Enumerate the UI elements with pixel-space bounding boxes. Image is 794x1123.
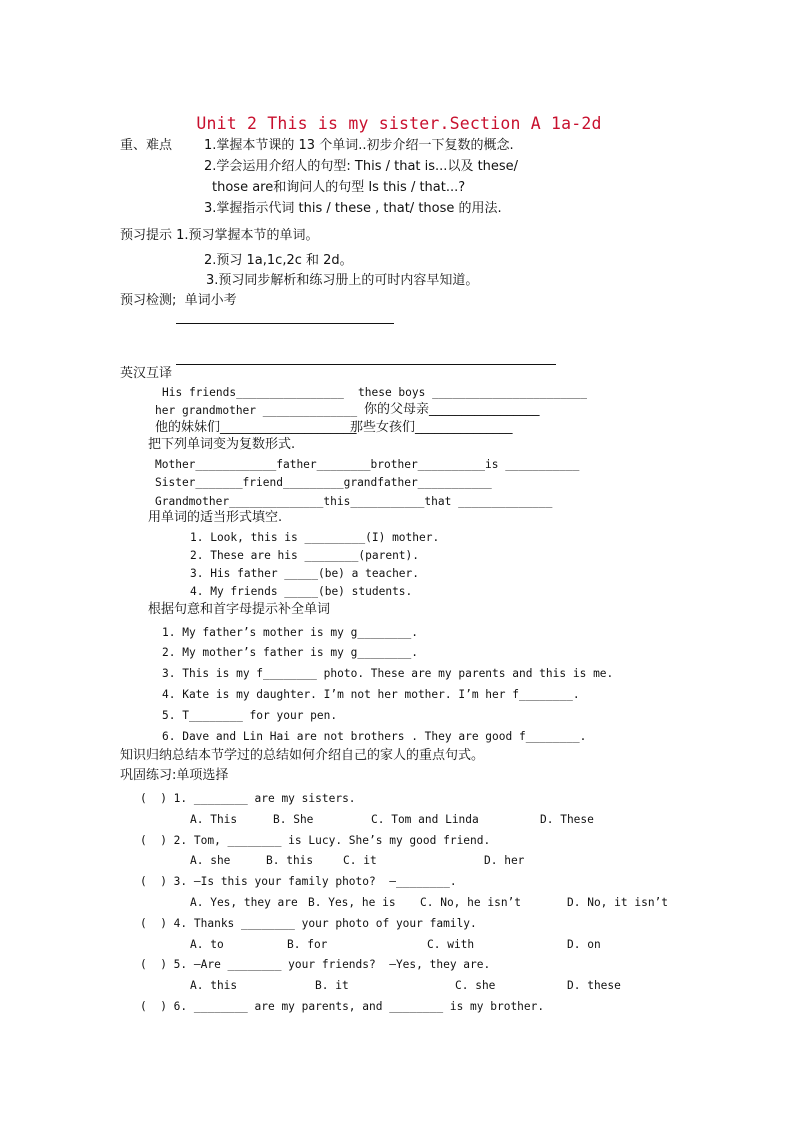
fill-form-item: 4. My friends _____(be) students. — [190, 585, 413, 598]
question: ( ) 3. —Is this your family photo? —________. — [140, 875, 457, 888]
option: B. She — [273, 813, 314, 826]
key-points-label: 重、难点 — [120, 138, 173, 153]
option: A. to — [190, 938, 224, 951]
option: B. it — [315, 979, 349, 992]
option: C. No, he isn’t — [420, 896, 522, 909]
option: B. this — [266, 854, 314, 867]
option: B. for — [287, 938, 328, 951]
option: D. No, it isn’t — [567, 896, 669, 909]
option: D. these — [567, 979, 621, 992]
key-point-item: 3.掌握指示代词 this / these , that/ those 的用法. — [204, 201, 502, 216]
answer-line — [176, 323, 394, 324]
first-letter-item: 5. T________ for your pen. — [162, 709, 338, 722]
first-letter-item: 1. My father’s mother is my g________. — [162, 626, 418, 639]
option: C. Tom and Linda — [371, 813, 479, 826]
option: A. Yes, they are — [190, 896, 298, 909]
plural-row: Sister_______friend_________grandfather___________ — [155, 476, 492, 489]
option: B. Yes, he is — [308, 896, 396, 909]
first-letter-item: 6. Dave and Lin Hai are not brothers . They are good f________. — [162, 730, 587, 743]
translation-item: 他的妹妹们_____________________ — [155, 420, 357, 435]
translation-item: 那些女孩们_______________ — [350, 420, 513, 435]
page-title: Unit 2 This is my sister.Section A 1a-2d — [196, 114, 602, 133]
option: A. this — [190, 979, 238, 992]
question: ( ) 4. Thanks ________ your photo of your family. — [140, 917, 477, 930]
question: ( ) 6. ________ are my parents, and ________ is my brother. — [140, 1000, 545, 1013]
translation-item: 你的父母亲_________________ — [364, 402, 540, 417]
summary-text: 知识归纳总结本节学过的总结如何介绍自己的家人的重点句式。 — [120, 748, 485, 763]
plural-row: Grandmother______________this___________that ______________ — [155, 495, 553, 508]
answer-line — [176, 364, 556, 365]
key-point-item: 2.学会运用介绍人的句型: This / that is...以及 these/ — [204, 159, 519, 174]
preview-tips-label: 预习提示 1.预习掌握本节的单词。 — [120, 228, 319, 243]
fill-form-label: 用单词的适当形式填空. — [148, 510, 283, 525]
option: A. This — [190, 813, 238, 826]
plural-row: Mother____________father________brother__________is ___________ — [155, 458, 580, 471]
fill-form-item: 1. Look, this is _________(I) mother. — [190, 531, 440, 544]
translation-item: His friends________________ — [162, 386, 344, 399]
preview-check-label: 预习检测; 单词小考 — [120, 293, 237, 308]
option: A. she — [190, 854, 231, 867]
key-point-item: 1.掌握本节课的 13 个单词..初步介绍一下复数的概念. — [204, 138, 514, 153]
preview-tip-item: 3.预习同步解析和练习册上的可时内容早知道。 — [206, 273, 479, 288]
key-point-item: those are和询问人的句型 Is this / that...? — [212, 180, 466, 195]
option: C. it — [343, 854, 377, 867]
first-letter-label: 根据句意和首字母提示补全单词 — [148, 602, 331, 617]
translation-label: 英汉互译 — [120, 366, 173, 381]
preview-tip-item: 2.预习 1a,1c,2c 和 2d。 — [204, 253, 353, 268]
first-letter-item: 3. This is my f________ photo. These are my parents and this is me. — [162, 667, 614, 680]
fill-form-item: 2. These are his ________(parent). — [190, 549, 420, 562]
plural-label: 把下列单词变为复数形式. — [148, 437, 296, 452]
option: C. with — [427, 938, 475, 951]
question: ( ) 2. Tom, ________ is Lucy. She’s my good friend. — [140, 834, 491, 847]
option: D. These — [540, 813, 594, 826]
option: D. her — [484, 854, 525, 867]
translation-item: her grandmother ______________ — [155, 404, 358, 417]
first-letter-item: 4. Kate is my daughter. I’m not her mother. I’m her f________. — [162, 688, 580, 701]
fill-form-item: 3. His father _____(be) a teacher. — [190, 567, 420, 580]
option: C. she — [455, 979, 496, 992]
option: D. on — [567, 938, 601, 951]
first-letter-item: 2. My mother’s father is my g________. — [162, 646, 418, 659]
practice-label: 巩固练习:单项选择 — [120, 768, 229, 783]
question: ( ) 5. —Are ________ your friends? —Yes, they are. — [140, 958, 491, 971]
translation-item: these boys _______________________ — [358, 386, 588, 399]
question: ( ) 1. ________ are my sisters. — [140, 792, 356, 805]
